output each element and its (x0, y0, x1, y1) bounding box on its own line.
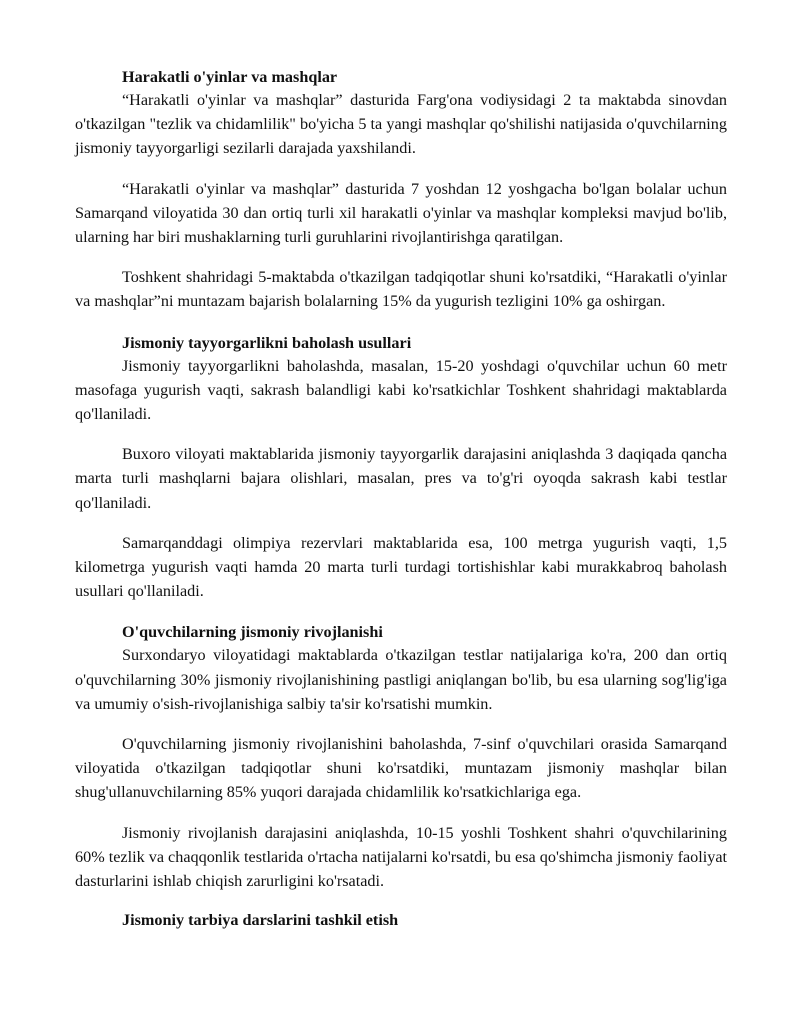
document-page (75, 66, 727, 931)
paragraph: Samarqanddagi olimpiya rezervlari maktablarida esa, 100 metrga yugurish vaqti, 1,5 kilometrga yugurish vaqti hamda 20 marta turli turdagi tortishishlar kabi murakkabroq baholash usullari qo'llaniladi. (75, 533, 727, 601)
section-heading: Harakatli o'yinlar va mashqlar (122, 68, 338, 86)
section-heading: Jismoniy tayyorgarlikni baholash usullari (122, 333, 412, 352)
section-jismoniy-rivojlanish (75, 621, 727, 893)
paragraph: O'quvchilarning jismoniy rivojlanishini baholashda, 7-sinf o'quvchilari orasida Samarqand viloyatida o'tkazilgan tadqiqotlar shuni ko'rsatdiki, muntazam jismoniy mashqlar bilan shug'ullanuvchilarning 85% yuqori darajada chidamlilik ko'rsatkichlariga ega. (75, 735, 727, 802)
paragraph: Jismoniy rivojlanish darajasini aniqlashda, 10-15 yoshli Toshkent shahri o'quvchilarining 60% tezlik va chaqqonlik testlarida o'rtacha natijalarni ko'rsatdi, bu esa qo'shimcha jismoniy faoliyat dasturlarini ishlab chiqish zarurligini ko'rsatadi. (75, 823, 728, 891)
section-harakatli-oyinlar (75, 66, 727, 314)
paragraph: Buxoro viloyati maktablarida jismoniy tayyorgarlik darajasini aniqlashda 3 daqiqada qancha marta turli mashqlarni bajara olishlari, masalan, pres va to'g'ri oyoqda sakrash kabi testlar qo'llaniladi. (75, 445, 727, 512)
paragraph: Jismoniy tayyorgarlikni baholashda, masalan, 15-20 yoshdagi o'quvchilar uchun 60 metr masofaga yugurish vaqti, sakrash balandligi kabi ko'rsatkichlar Toshkent shahridagi maktablarda qo'llaniladi. (75, 356, 727, 424)
section-darslarni-tashkil-etish (75, 909, 727, 931)
section-heading: Jismoniy tarbiya darslarini tashkil etish (122, 911, 399, 930)
section-baholash-usullari (75, 332, 727, 604)
paragraph: Surxondaryo viloyatidagi maktablarda o'tkazilgan testlar natijalariga ko'ra, 200 dan ortiq o'quvchilarning 30% jismoniy rivojlanishining pastligi aniqlangan bo'lib, bu esa ularning sog'lig'iga va umumiy o'sish-rivojlanishiga salbiy ta'sir ko'rsatishi mumkin. (75, 646, 727, 713)
paragraph: “Harakatli o'yinlar va mashqlar” dasturida Farg'ona vodiysidagi 2 ta maktabda sinovdan o'tkazilgan "tezlik va chidamlilik" bo'yicha 5 ta yangi mashqlar qo'shilishi natijasida o'quvchilarning jismoniy tayyorgarligi sezilarli darajada yaxshilandi. (75, 91, 727, 158)
paragraph: “Harakatli o'yinlar va mashqlar” dasturida 7 yoshdan 12 yoshgacha bo'lgan bolalar uchun Samarqand viloyatida 30 dan ortiq turli xil harakatli o'yinlar va mashqlar kompleksi mavjud bo'lib, ularning har biri mushaklarning turli guruhlarini rivojlantirishga qaratilgan. (75, 179, 727, 247)
paragraph: Toshkent shahridagi 5-maktabda o'tkazilgan tadqiqotlar shuni ko'rsatdiki, “Harakatli o'yinlar va mashqlar”ni muntazam bajarish bolalarning 15% da yugurish tezligini 10% ga oshirgan. (75, 268, 727, 311)
section-heading: O'quvchilarning jismoniy rivojlanishi (122, 623, 383, 642)
